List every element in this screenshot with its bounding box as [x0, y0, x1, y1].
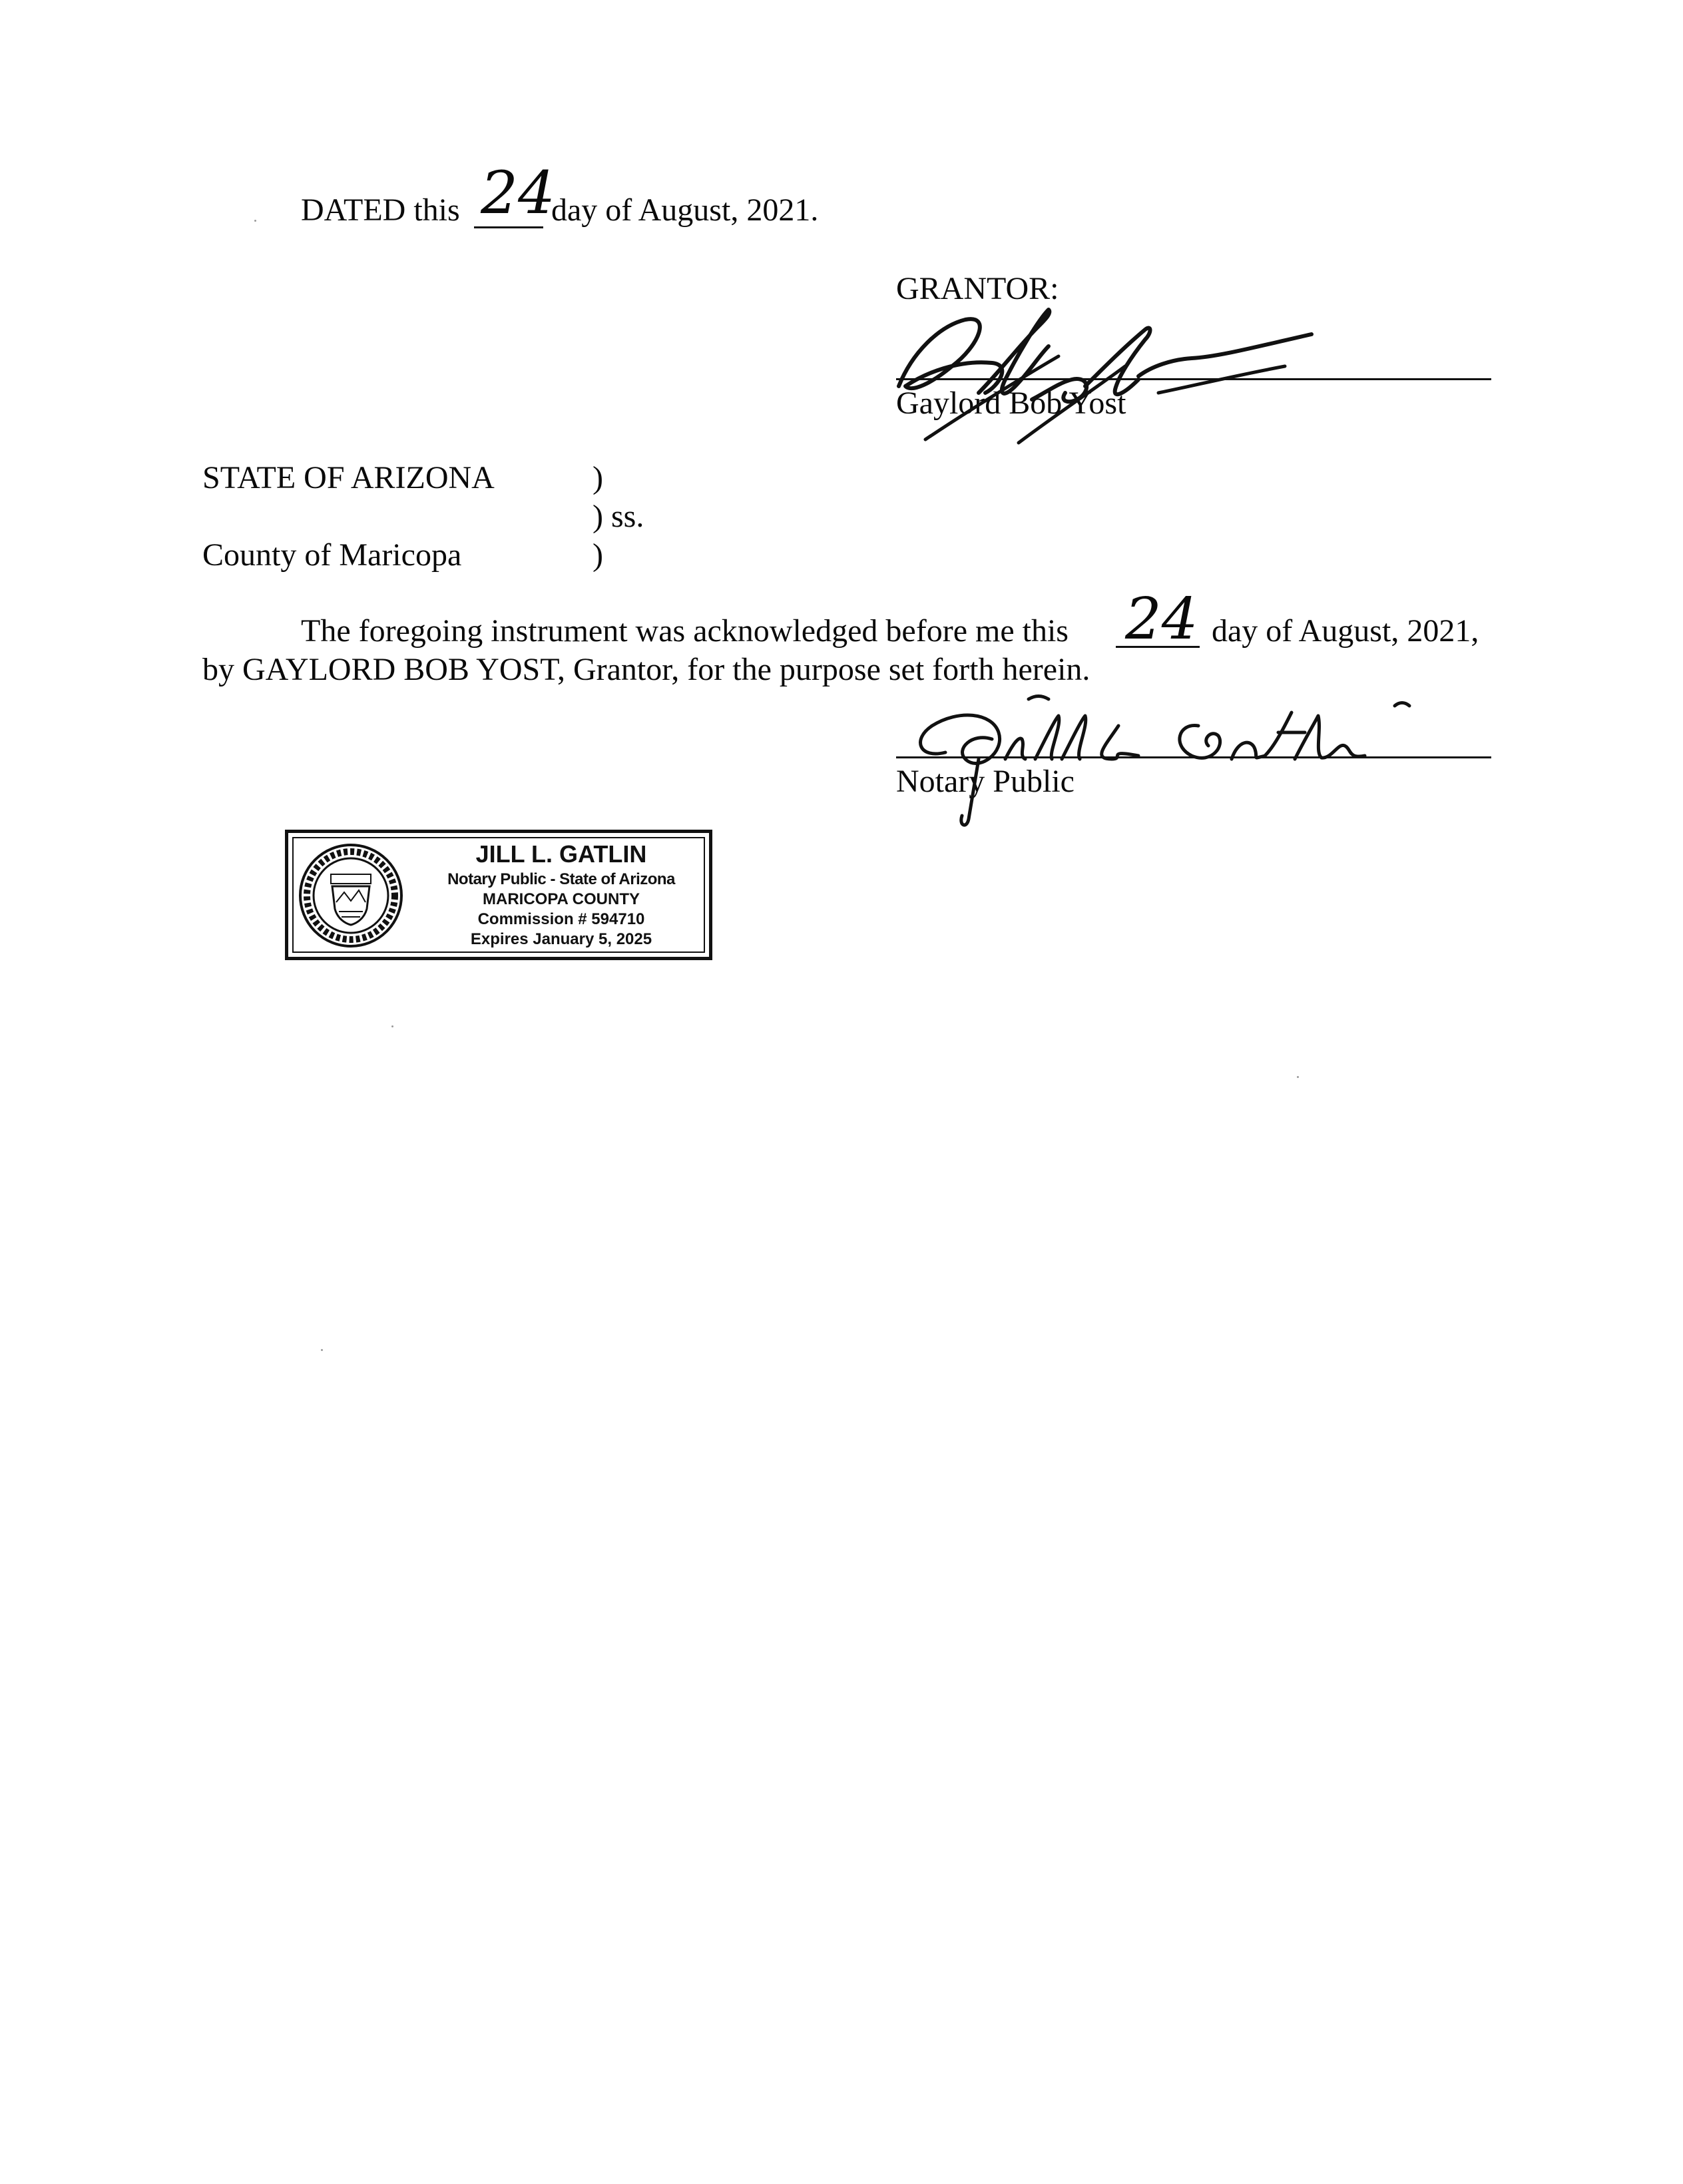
- scan-speck: [321, 1349, 323, 1351]
- venue-ss: ) ss.: [593, 499, 644, 534]
- dated-prefix: DATED this: [301, 192, 460, 228]
- notary-stamp: [285, 830, 712, 960]
- grantor-heading: GRANTOR:: [896, 271, 1059, 306]
- stamp-name: JILL L. GATLIN: [475, 840, 647, 868]
- venue-state: STATE OF ARIZONA: [202, 460, 495, 495]
- ack-line1-suffix: day of August, 2021,: [1212, 613, 1479, 649]
- grantor-name-label: Gaylord Bob Yost: [896, 386, 1126, 421]
- dated-suffix: day of August, 2021.: [551, 192, 819, 228]
- stamp-commission: Commission # 594710: [477, 910, 645, 928]
- scan-speck: [391, 1025, 393, 1027]
- scan-speck: [254, 220, 256, 222]
- arizona-state-seal: [298, 842, 404, 949]
- scan-speck: [1297, 1076, 1299, 1078]
- stamp-county: MARICOPA COUNTY: [483, 890, 640, 908]
- notary-label: Notary Public: [896, 764, 1075, 799]
- dated-day-handwritten: 24: [481, 158, 555, 227]
- stamp-title: Notary Public - State of Arizona: [447, 870, 675, 888]
- grantor-signature: [885, 293, 1351, 453]
- venue-county: County of Maricopa: [202, 537, 462, 573]
- stamp-expires: Expires January 5, 2025: [470, 930, 652, 948]
- venue-paren-bottom: ): [593, 537, 603, 573]
- venue-paren-top: ): [593, 460, 603, 495]
- notary-signature: [905, 686, 1431, 832]
- ack-line2: by GAYLORD BOB YOST, Grantor, for the purpose set forth herein.: [202, 652, 1090, 687]
- ack-line1-prefix: The foregoing instrument was acknowledged before me this: [301, 613, 1069, 649]
- ack-day-handwritten: 24: [1125, 586, 1198, 653]
